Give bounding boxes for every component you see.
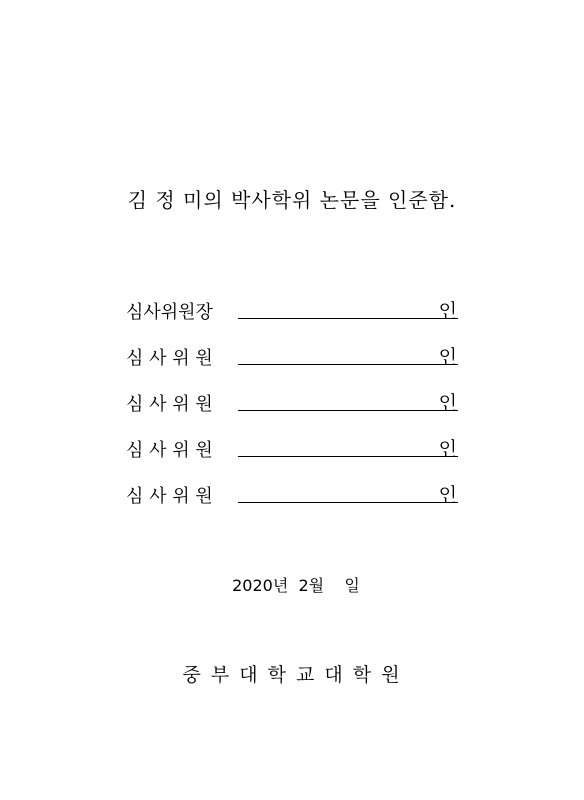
seal-label: 인 [438, 346, 457, 368]
graduate-school-name: 중 부 대 학 교 대 학 원 [182, 664, 402, 686]
committee-row-chair [126, 294, 461, 340]
committee-role: 심사위원장 [126, 302, 213, 323]
seal-label: 인 [438, 300, 457, 322]
signature-line [238, 410, 458, 411]
committee-role: 심 사 위 원 [126, 348, 213, 369]
committee-role: 심 사 위 원 [126, 394, 213, 415]
committee-row-member-3 [126, 432, 461, 478]
committee-row-member-4 [126, 478, 461, 524]
seal-label: 인 [438, 484, 457, 506]
committee-role: 심 사 위 원 [126, 486, 213, 507]
seal-label: 인 [438, 438, 457, 460]
committee-row-member-1 [126, 340, 461, 386]
signature-line [238, 318, 458, 319]
approval-title: 김 정 미의 박사학위 논문을 인준함. [127, 188, 457, 212]
committee-row-member-2 [126, 386, 461, 432]
approval-date: 2020년 2월 일 [232, 576, 360, 595]
signature-line [238, 502, 458, 503]
committee-role: 심 사 위 원 [126, 440, 213, 461]
seal-label: 인 [438, 392, 457, 414]
committee-signature-list [126, 294, 461, 524]
signature-line [238, 364, 458, 365]
signature-line [238, 456, 458, 457]
